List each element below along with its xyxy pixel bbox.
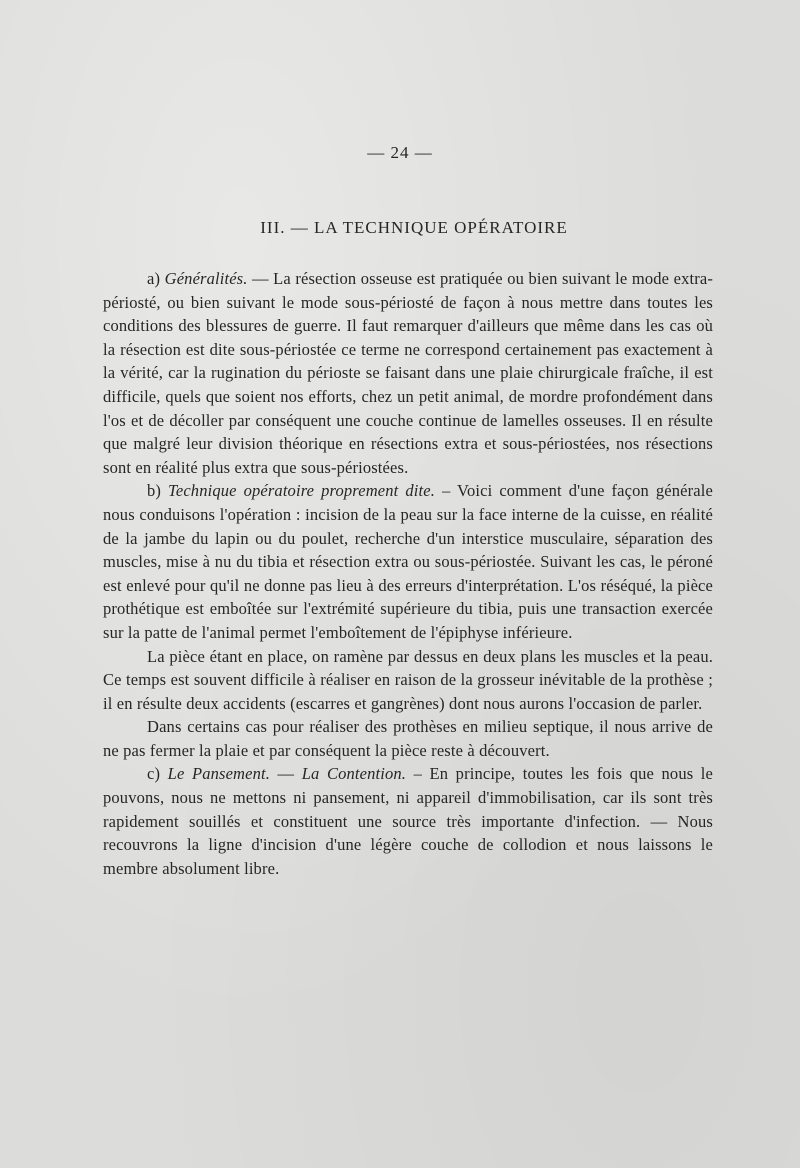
paragraph-text: – En principe, toutes les fois que nous le pouvons, nous ne mettons ni pansement, ni appareil d'immobilisation, car ils sont très rapidement souillés et constituent une source très importante d'infection. — Nous recouvrons la ligne d'incision d'une légère couche de collodion et nous laissons le membre absolument libre. [103,764,714,878]
paragraph-pansement [103,762,713,880]
paragraph-milieu-septique [103,715,713,762]
paragraph-label: b) [147,481,162,501]
paragraph-label: c) [147,764,161,784]
paragraph-label: a) [147,269,161,288]
body-text [103,267,713,880]
paragraph-heading: Le Pansement. [167,764,270,784]
paragraph-text: Dans certains cas pour réaliser des prothèses en milieu septique, il nous arrive de ne pas fermer la plaie et par conséquent la pièce reste à découvert. [103,717,713,760]
paragraph-heading: Technique opératoire proprement dite. [168,481,435,501]
page-number: — 24 — [367,143,433,162]
paragraph-heading-dash: — [277,764,295,784]
paragraph-generalites [103,267,713,479]
paragraph-text: — La résection osseuse est pratiquée ou bien suivant le mode extra-périosté, ou bien suivant le mode sous-périosté de façon à nous mettre dans toutes les conditions des blessures de guerre. Il faut remarquer d'ailleurs que même dans les cas où la résection est dite sous-périostée ce terme ne correspond certainement pas exactement à la vérité, car la rugination du périoste se faisant dans une plaie chirurgicale fraîche, il est difficile, quels que soient nos efforts, chez un petit animal, de mordre profondément dans l'os et de décoller par conséquent une couche continue de lamelles osseuses. Il en résulte que malgré leur division théorique en résections extra et sous-périostées, nos résections sont en réalité plus extra que sous-périostées. [103,269,713,477]
paragraph-text: – Voici comment d'une façon générale nous conduisons l'opération : incision de la peau sur la face interne de la cuisse, en réalité de la jambe du lapin ou du poulet, recherche d'un interstice musculaire, séparation des muscles, mise à nu du tibia et résection extra ou sous-périostée. Suivant les cas, le péroné est enlevé pour qu'il ne donne pas lieu à des erreurs d'interprétation. L'os réséqué, la pièce prothétique est emboîtée sur l'extrémité supérieure du tibia, puis une transaction exercée sur la patte de l'animal permet l'emboîtement de l'épiphyse inférieure. [103,481,713,642]
paragraph-heading: Généralités. [164,269,248,288]
paragraph-heading-secondary: La Contention. [301,764,407,784]
paragraph-technique [103,479,713,644]
paragraph-text: La pièce étant en place, on ramène par dessus en deux plans les muscles et la peau. Ce temps est souvent difficile à réaliser en raison de la grosseur inévitable de la prothèse ; il en résulte deux accidents (escarres et gangrènes) dont nous aurons l'occasion de parler. [103,646,713,713]
section-title: III. — LA TECHNIQUE OPÉRATOIRE [260,218,568,237]
paragraph-piece-en-place [103,645,713,716]
